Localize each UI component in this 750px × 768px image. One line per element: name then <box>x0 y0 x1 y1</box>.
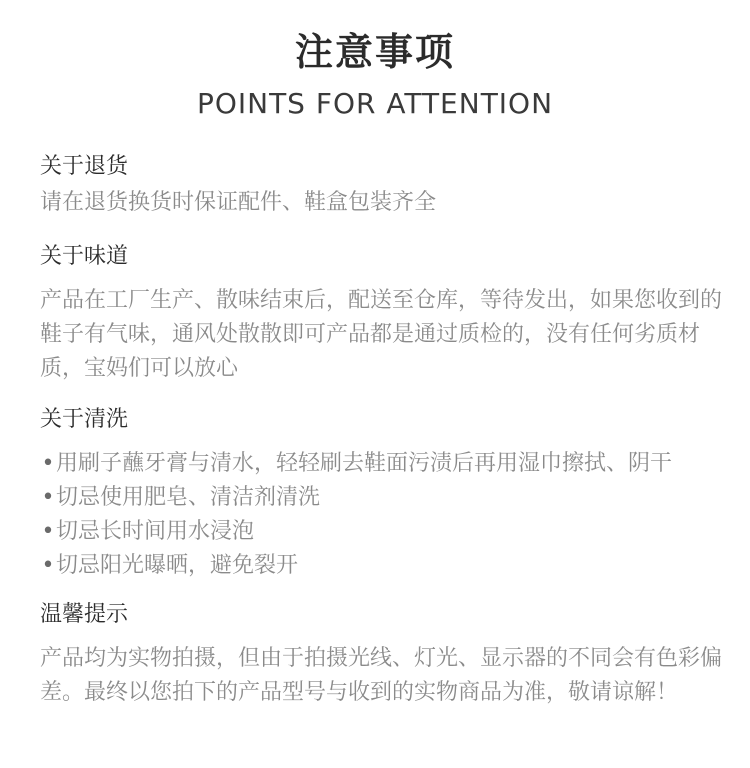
bullet-icon: • <box>41 553 55 578</box>
list-item <box>40 447 730 481</box>
list-item-text: 用刷子蘸牙膏与清水，轻轻刷去鞋面污渍后再用湿巾擦拭、阴干 <box>56 451 673 476</box>
list-item-text: 切忌阳光曝晒，避免裂开 <box>56 553 299 578</box>
page-subtitle: POINTS FOR ATTENTION <box>196 87 554 120</box>
list-item <box>40 515 730 549</box>
list-item-text: 切忌长时间用水浸泡 <box>56 519 255 544</box>
page-title: 注意事项 <box>294 30 455 74</box>
section-tips <box>40 600 730 710</box>
section-heading-smell: 关于味道 <box>40 244 129 269</box>
section-washing <box>40 405 730 583</box>
section-heading-returns: 关于退货 <box>40 154 129 179</box>
washing-list <box>40 447 730 583</box>
bullet-icon: • <box>41 519 55 544</box>
section-text-returns: 请在退货换货时保证配件、鞋盒包装齐全 <box>40 190 437 215</box>
section-text-smell: 产品在工厂生产、散味结束后，配送至仓库，等待发出，如果您收到的鞋子有气味，通风处散散即可产品都是通过质检的，没有任何劣质材质，宝妈们可以放心 <box>40 288 723 381</box>
bullet-icon: • <box>41 485 55 510</box>
section-smell <box>40 242 730 386</box>
list-item <box>40 481 730 515</box>
section-text-tips: 产品均为实物拍摄，但由于拍摄光线、灯光、显示器的不同会有色彩偏差。最终以您拍下的产品型号与收到的实物商品为准，敬请谅解！ <box>40 646 723 705</box>
section-returns <box>40 152 730 220</box>
bullet-icon: • <box>41 451 55 476</box>
list-item <box>40 549 730 583</box>
section-heading-tips: 温馨提示 <box>40 602 129 627</box>
section-heading-washing: 关于清洗 <box>40 407 129 432</box>
list-item-text: 切忌使用肥皂、清洁剂清洗 <box>56 485 321 510</box>
